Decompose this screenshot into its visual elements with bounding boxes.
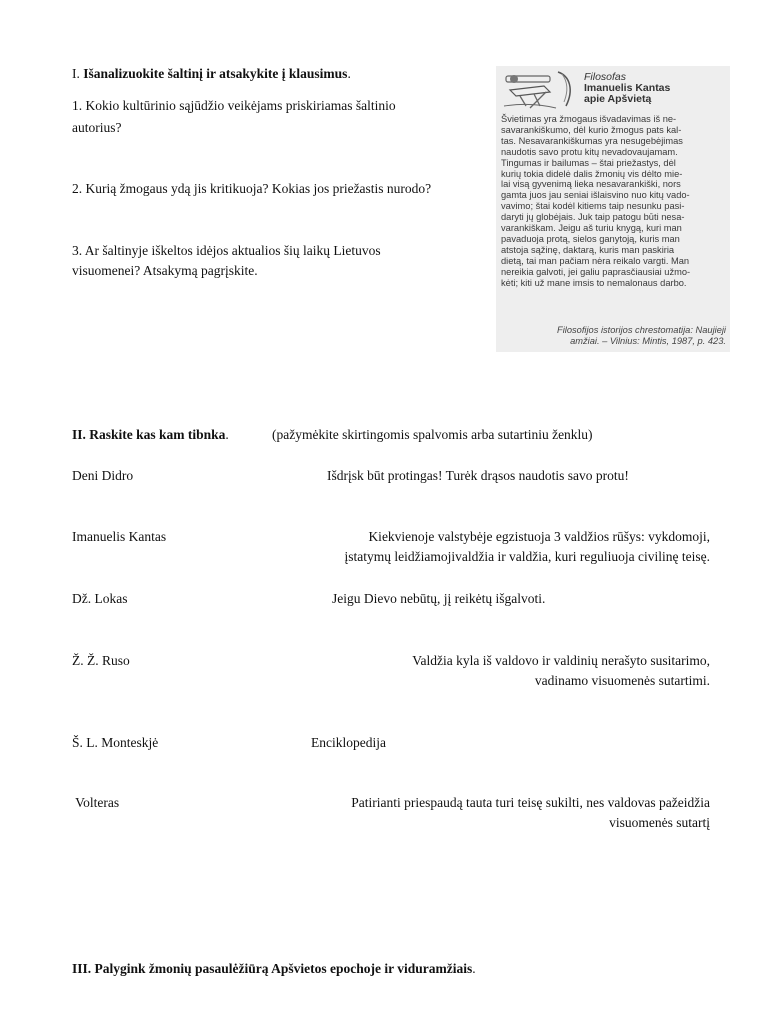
name-item: Dž. Lokas: [72, 591, 128, 606]
statement-item: Enciklopedija: [311, 735, 386, 750]
part2-heading-end: .: [225, 427, 229, 442]
source-body-line: daryti jų globėjais. Juk taip patogu būti nesa-: [501, 212, 685, 223]
source-label: Filosofas: [584, 71, 627, 83]
source-body-line: nereikia galvoti, jei galiu paprasčiausiai užmo-: [501, 266, 691, 277]
source-body-line: kėti; kiti už mane imsis to nemalonaus darbo.: [501, 277, 687, 288]
source-excerpt-image: [496, 66, 730, 352]
source-body-line: Tingumas ir bailumas – štai priežastys, dėl: [501, 157, 676, 168]
statement-item: Patirianti priespaudą tauta turi teisę sukilti, nes valdovas pažeidžia: [351, 795, 710, 810]
source-title-line-2: apie Apšvietą: [584, 93, 652, 105]
name-item: Ž. Ž. Ruso: [72, 653, 130, 668]
source-body-line: savarankiškumo, dėl kurio žmogus pats kal-: [501, 124, 682, 135]
part2-heading: [72, 427, 229, 443]
question-3-line-1: 3. Ar šaltinyje iškeltos idėjos aktualios šių laikų Lietuvos: [72, 243, 381, 258]
name-item: Deni Didro: [72, 468, 134, 483]
statement-item: Kiekvienoje valstybėje egzistuoja 3 valdžios rūšys: vykdomoji,: [368, 529, 710, 544]
source-body-line: dietą, tai man pačiam nėra reikalo vargti. Man: [501, 255, 690, 266]
part1-heading: [72, 66, 351, 82]
source-body-line: varankiškam. Jeigu aš turiu knygą, kuri man: [501, 223, 682, 234]
quill-illustration-icon: [500, 68, 584, 112]
source-body-line: kurių tokia didelė dalis žmonių vis dėlto mie-: [501, 168, 683, 179]
source-body-line: pavaduoja protą, sielos ganytoją, kuris man: [501, 233, 680, 244]
source-body-line: vavimo; štai kodėl kitiems taip nesunku pasi-: [501, 201, 685, 212]
question-1-line-2: autorius?: [72, 120, 122, 135]
source-body-line: naudotis savo protu kitų nevadovaujamam.: [501, 146, 678, 157]
source-body-line: Švietimas yra žmogaus išvadavimas iš ne-: [501, 114, 677, 124]
statement-item: Išdrįsk būt protingas! Turėk drąsos naudotis savo protu!: [327, 468, 629, 483]
question-1-line-1: 1. Kokio kultūrinio sąjūdžio veikėjams priskiriamas šaltinio: [72, 98, 396, 113]
name-item: Volteras: [72, 795, 120, 810]
source-body-line: tas. Nesavarankiškumas yra nesugebėjimas: [501, 135, 683, 146]
statement-item-continued: įstatymų leidžiamojivaldžia ir valdžia, kuri reguliuoja civilinę teisę.: [344, 549, 710, 564]
part1-heading-end: .: [347, 66, 351, 81]
part3-heading: [72, 961, 476, 977]
source-body-line: lai visą gyvenimą lieka nesavarankiški, nors: [501, 179, 681, 190]
source-title-line-1: Imanuelis Kantas: [584, 82, 671, 94]
source-citation-line: amžiai. – Vilnius: Mintis, 1987, p. 423.: [570, 336, 726, 346]
part2-note: (pažymėkite skirtingomis spalvomis arba sutartiniu ženklu): [272, 427, 593, 442]
part1-heading-text: Išanalizuokite šaltinį ir atsakykite į klausimus: [83, 66, 348, 81]
question-2-line-1: 2. Kurią žmogaus ydą jis kritikuoja? Kokias jos priežastis nurodo?: [72, 181, 432, 196]
source-citation-line: Filosofijos istorijos chrestomatija: Naujieji: [557, 325, 726, 335]
source-body: [501, 114, 725, 289]
statement-item-continued: visuomenės sutartį: [609, 815, 710, 830]
question-3-line-2: visuomenei? Atsakymą pagrįskite.: [72, 263, 258, 278]
source-citation: [526, 325, 726, 347]
statement-item: Jeigu Dievo nebūtų, jį reikėtų išgalvoti.: [332, 591, 546, 606]
statement-item: Valdžia kyla iš valdovo ir valdinių nerašyto susitarimo,: [412, 653, 710, 668]
source-body-line: atstoja sąžinę, daktarą, kuris man paskiria: [501, 244, 675, 255]
name-item: Imanuelis Kantas: [72, 529, 167, 544]
part2-heading-text: II. Raskite kas kam tibnka: [72, 427, 226, 442]
name-item: Š. L. Monteskjė: [72, 735, 159, 750]
part3-heading-text: III. Palygink žmonių pasaulėžiūrą Apšvietos epochoje ir viduramžiais: [72, 961, 473, 976]
source-body-line: gamta juos jau seniai išlaisvino nuo kitų vado-: [501, 190, 690, 201]
statement-item-continued: vadinamo visuomenės sutartimi.: [534, 673, 710, 688]
part1-numeral: I.: [72, 66, 84, 81]
part3-heading-end: .: [472, 961, 476, 976]
